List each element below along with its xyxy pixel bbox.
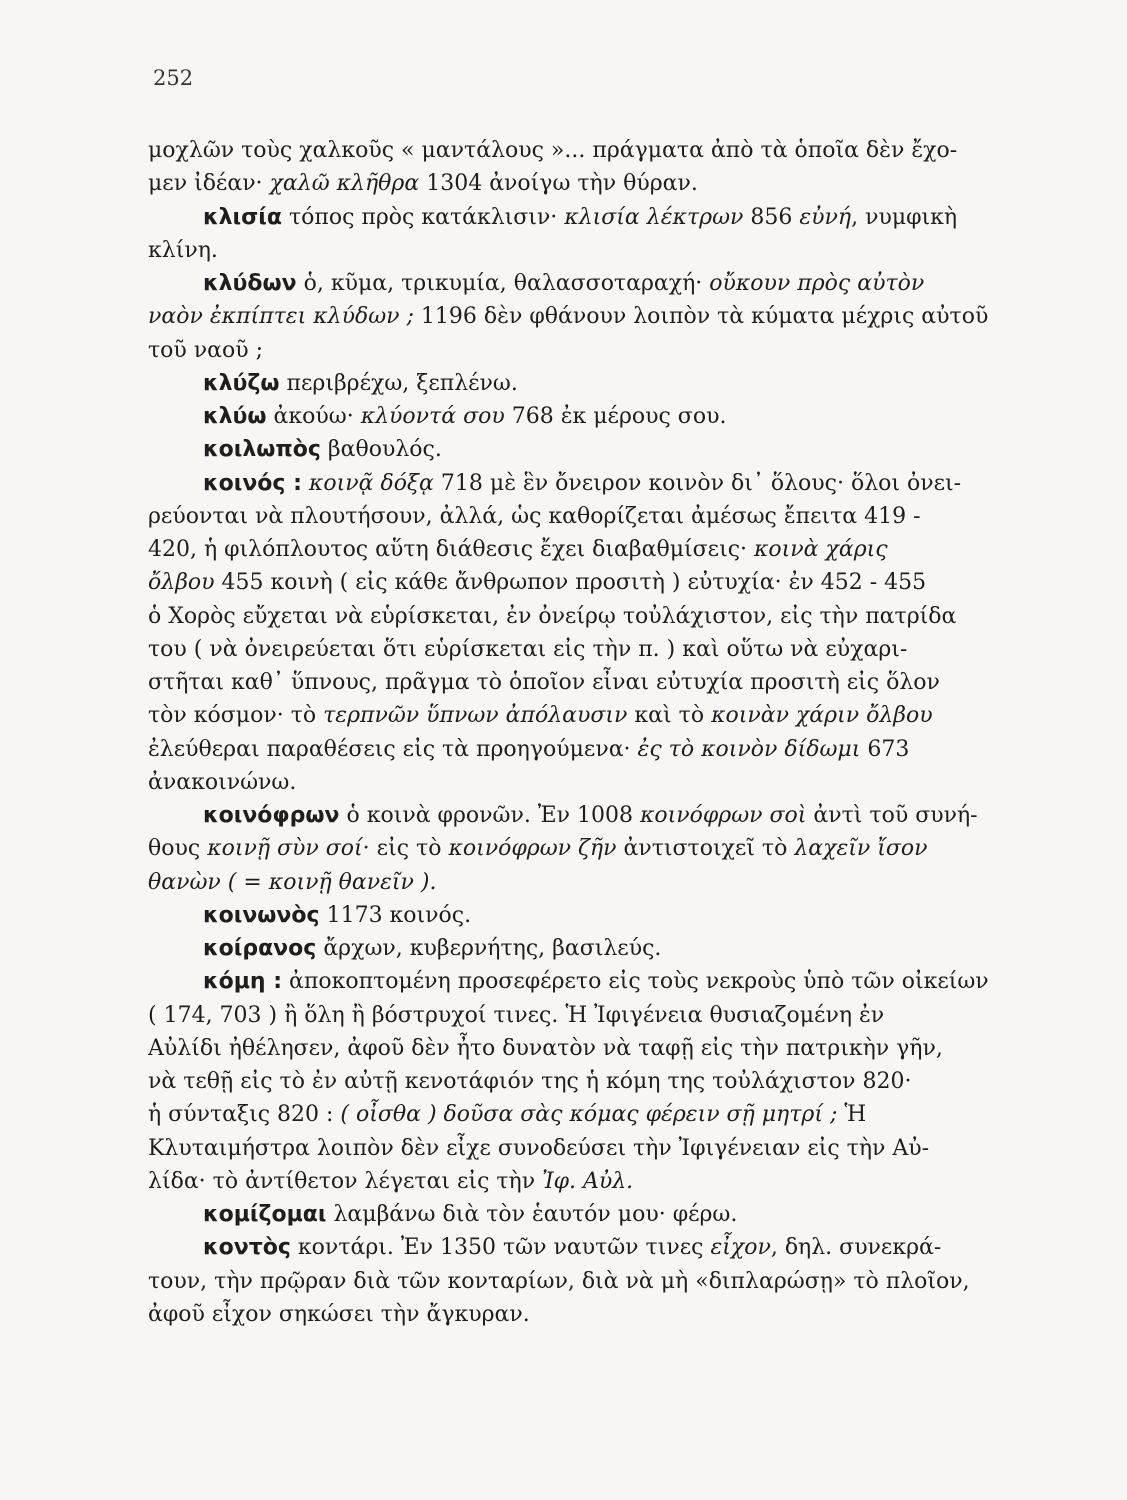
- line-text: 455 κοινὴ ( εἰς κάθε ἄνθρωπον προσιτὴ ) εὐτυχία· ἐν 452 - 455: [214, 570, 927, 596]
- text-line: [148, 533, 1006, 566]
- lemma-headword: κλισία: [203, 204, 282, 230]
- quoted-phrase: θανὼν ( = κοινῇ θανεῖν ).: [148, 869, 437, 895]
- line-text: ἀκούω·: [266, 404, 361, 429]
- line-text: ὁ, κῦμα, τρικυμία, θαλασσοταραχή·: [296, 271, 710, 296]
- text-line: [148, 300, 1006, 333]
- text-line: [148, 965, 1006, 998]
- quoted-phrase: κοινόφρων ζῆν: [448, 836, 617, 862]
- text-line: [148, 666, 1006, 699]
- text-line: [148, 733, 1006, 766]
- lemma-headword: κοινός :: [203, 470, 302, 496]
- quoted-phrase: κοινὰν χάριν ὄλβου: [711, 703, 933, 729]
- text-line: [148, 201, 1006, 234]
- lemma-headword: κοινωνὸς: [203, 902, 320, 928]
- text-line: [148, 1298, 1006, 1331]
- line-text: ὁ Χορὸς εὔχεται νὰ εὑρίσκεται, ἐν ὀνείρῳ τοὐλάχιστον, εἰς τὴν πατρίδα: [148, 603, 957, 629]
- quoted-phrase: λαχεῖν ἴσον: [794, 836, 928, 862]
- line-text: 420, ἡ φιλόπλουτος αὕτη διάθεσις ἔχει διαβαθμίσεις·: [148, 537, 754, 562]
- line-text: τὸν κόσμον· τὸ: [148, 703, 324, 729]
- text-line: [148, 1132, 1006, 1165]
- line-text: ρεύονται νὰ πλουτήσουν, ἀλλά, ὡς καθορίζεται ἀμέσως ἔπειτα 419 -: [148, 503, 921, 529]
- line-text: , δηλ. συνεκρά-: [770, 1235, 942, 1261]
- glossary-text: [148, 134, 1006, 1331]
- quoted-phrase: ( οἶσθα ) δοῦσα σὰς κόμας φέρειν σῇ μητρί ;: [340, 1102, 838, 1128]
- line-text: 856: [743, 204, 800, 230]
- text-line: [148, 1065, 1006, 1098]
- line-text: θους: [148, 836, 208, 862]
- line-text: κοντάρι. Ἐν 1350 τῶν ναυτῶν τινες: [290, 1235, 711, 1261]
- text-line: [148, 267, 1006, 300]
- line-text: του ( νὰ ὀνειρεύεται ὅτι εὑρίσκεται εἰς τὴν π. ) καὶ οὕτω νὰ εὐχαρι-: [148, 636, 908, 662]
- line-text: , νυμφικὴ: [851, 204, 958, 230]
- text-line: [148, 766, 1006, 799]
- lemma-headword: κλύζω: [203, 370, 280, 396]
- lemma-headword: κλύω: [203, 404, 267, 429]
- quoted-phrase: ναὸν ἐκπίπτει κλύδων ;: [148, 304, 414, 330]
- text-line: [148, 899, 1006, 932]
- text-line: [148, 1032, 1006, 1065]
- quoted-phrase: κλύοντά σου: [360, 404, 505, 429]
- line-text: 718 μὲ ἓν ὄνειρον κοινὸν δι᾽ ὅλους· ὅλοι ὀνει-: [433, 470, 962, 496]
- lemma-headword: κλύδων: [203, 271, 297, 296]
- quoted-phrase: κοινᾷ δόξᾳ: [308, 470, 434, 496]
- line-text: μοχλῶν τοὺς χαλκοῦς « μαντάλους »... πράγματα ἀπὸ τὰ ὁποῖα δὲν ἔχο-: [148, 138, 958, 163]
- text-line: [148, 932, 1006, 965]
- text-line: [148, 799, 1006, 832]
- line-text: ἡ σύνταξις 820 :: [148, 1102, 341, 1128]
- line-text: [302, 471, 309, 496]
- quoted-phrase: τερπνῶν ὕπνων ἀπόλαυσιν: [323, 703, 628, 729]
- line-text: 1196 δὲν φθάνουν λοιπὸν τὰ κύματα μέχρις αὐτοῦ: [413, 304, 989, 330]
- line-text: 673: [860, 736, 910, 762]
- line-text: τοῦ ναοῦ ;: [148, 337, 264, 363]
- line-text: ἀφοῦ εἶχον σηκώσει τὴν ἄγκυραν.: [148, 1301, 530, 1327]
- text-line: [148, 467, 1006, 500]
- line-text: ἀποκοπτομένη προσεφέρετο εἰς τοὺς νεκροὺς ὑπὸ τῶν οἰκείων: [282, 969, 989, 995]
- text-line: [148, 699, 1006, 732]
- quoted-phrase: εὐνή: [799, 204, 852, 230]
- line-text: 1173 κοινός.: [319, 902, 472, 928]
- line-text: ἄρχων, κυβερνήτης, βασιλεύς.: [316, 936, 662, 961]
- text-line: [148, 134, 1006, 167]
- line-text: καὶ τὸ: [627, 703, 712, 729]
- text-line: [148, 1098, 1006, 1131]
- line-text: Ἡ: [837, 1102, 867, 1128]
- line-text: ὁ κοινὰ φρονῶν. Ἐν 1008: [339, 803, 640, 828]
- text-line: [148, 832, 1006, 865]
- lemma-headword: κοιλωπὸς: [203, 437, 321, 463]
- text-line: [148, 1231, 1006, 1264]
- line-text: εἰς τὸ: [369, 836, 449, 862]
- quoted-phrase: εἶχον: [710, 1235, 771, 1261]
- line-text: 768 ἐκ μέρους σου.: [504, 404, 727, 429]
- line-text: Κλυταιμήστρα λοιπὸν δὲν εἶχε συνοδεύσει τὴν Ἰφιγένειαν εἰς τὴν Αὐ-: [148, 1135, 930, 1161]
- lemma-headword: κοντὸς: [203, 1235, 291, 1261]
- line-text: 1304 ἀνοίγω τὴν θύραν.: [419, 171, 698, 197]
- line-text: ἀνακοινώνω.: [148, 769, 297, 795]
- line-text: τουν, τὴν πρῷραν διὰ τῶν κονταρίων, διὰ νὰ μὴ «διπλαρώσῃ» τὸ πλοῖον,: [148, 1268, 970, 1294]
- line-text: τόπος πρὸς κατάκλισιν·: [281, 204, 565, 230]
- text-line: [148, 633, 1006, 666]
- text-line: [148, 600, 1006, 633]
- page-number: 252: [153, 66, 194, 90]
- quoted-phrase: οὔκουν πρὸς αὐτὸν: [709, 271, 925, 296]
- text-line: [148, 400, 1006, 433]
- quoted-phrase: Ἰφ. Αὐλ.: [542, 1168, 634, 1194]
- line-text: λαμβάνω διὰ τὸν ἑαυτόν μου· φέρω.: [326, 1202, 738, 1227]
- lemma-headword: κοίρανος: [203, 936, 317, 961]
- quoted-phrase: κοινὰ χάρις: [754, 537, 888, 562]
- line-text: ἀντὶ τοῦ συνή-: [806, 803, 978, 828]
- lemma-headword: κοινόφρων: [203, 803, 340, 828]
- text-line: [148, 1198, 1006, 1231]
- quoted-phrase: κοινόφρων σοὶ: [639, 803, 807, 828]
- text-line: [148, 500, 1006, 533]
- text-line: [148, 334, 1006, 367]
- text-line: [148, 167, 1006, 200]
- text-line: [148, 566, 1006, 599]
- line-text: ἀντιστοιχεῖ τὸ: [616, 836, 795, 862]
- lemma-headword: κόμη :: [203, 969, 283, 995]
- line-text: κλίνη.: [148, 237, 218, 263]
- line-text: στῆται καθ᾽ ὕπνους, πρᾶγμα τὸ ὁποῖον εἶναι εὐτυχία προσιτὴ εἰς ὅλον: [148, 670, 940, 695]
- text-line: [148, 433, 1006, 466]
- line-text: νὰ τεθῇ εἰς τὸ ἐν αὐτῇ κενοτάφιόν της ἡ κόμη της τοὐλάχιστον 820·: [148, 1069, 912, 1094]
- text-line: [148, 234, 1006, 267]
- text-line: [148, 1265, 1006, 1298]
- lemma-headword: κομίζομαι: [203, 1202, 327, 1227]
- line-text: ( 174, 703 ) ἢ ὅλη ἢ βόστρυχοί τινες. Ἡ Ἰφιγένεια θυσιαζομένη ἐν: [148, 1002, 885, 1028]
- line-text: ἐλεύθεραι παραθέσεις εἰς τὰ προηγούμενα·: [148, 736, 638, 762]
- line-text: μεν ἰδέαν·: [148, 171, 270, 197]
- line-text: λίδα· τὸ ἀντίθετον λέγεται εἰς τὴν: [148, 1168, 543, 1194]
- line-text: περιβρέχω, ξεπλένω.: [279, 370, 518, 396]
- quoted-phrase: χαλῶ κλῆθρα: [269, 171, 420, 197]
- text-line: [148, 1165, 1006, 1198]
- text-line: [148, 367, 1006, 400]
- text-line: [148, 866, 1006, 899]
- quoted-phrase: κλισία λέκτρων: [564, 204, 744, 230]
- text-line: [148, 999, 1006, 1032]
- quoted-phrase: ἐς τὸ κοινὸν δίδωμι: [637, 736, 861, 762]
- line-text: Αὐλίδι ἠθέλησεν, ἀφοῦ δὲν ἦτο δυνατὸν νὰ ταφῇ εἰς τὴν πατρικὴν γῆν,: [148, 1035, 943, 1061]
- quoted-phrase: ὄλβου: [148, 570, 215, 596]
- quoted-phrase: κοινῇ σὺν σοί·: [207, 836, 370, 862]
- line-text: βαθουλός.: [320, 437, 442, 463]
